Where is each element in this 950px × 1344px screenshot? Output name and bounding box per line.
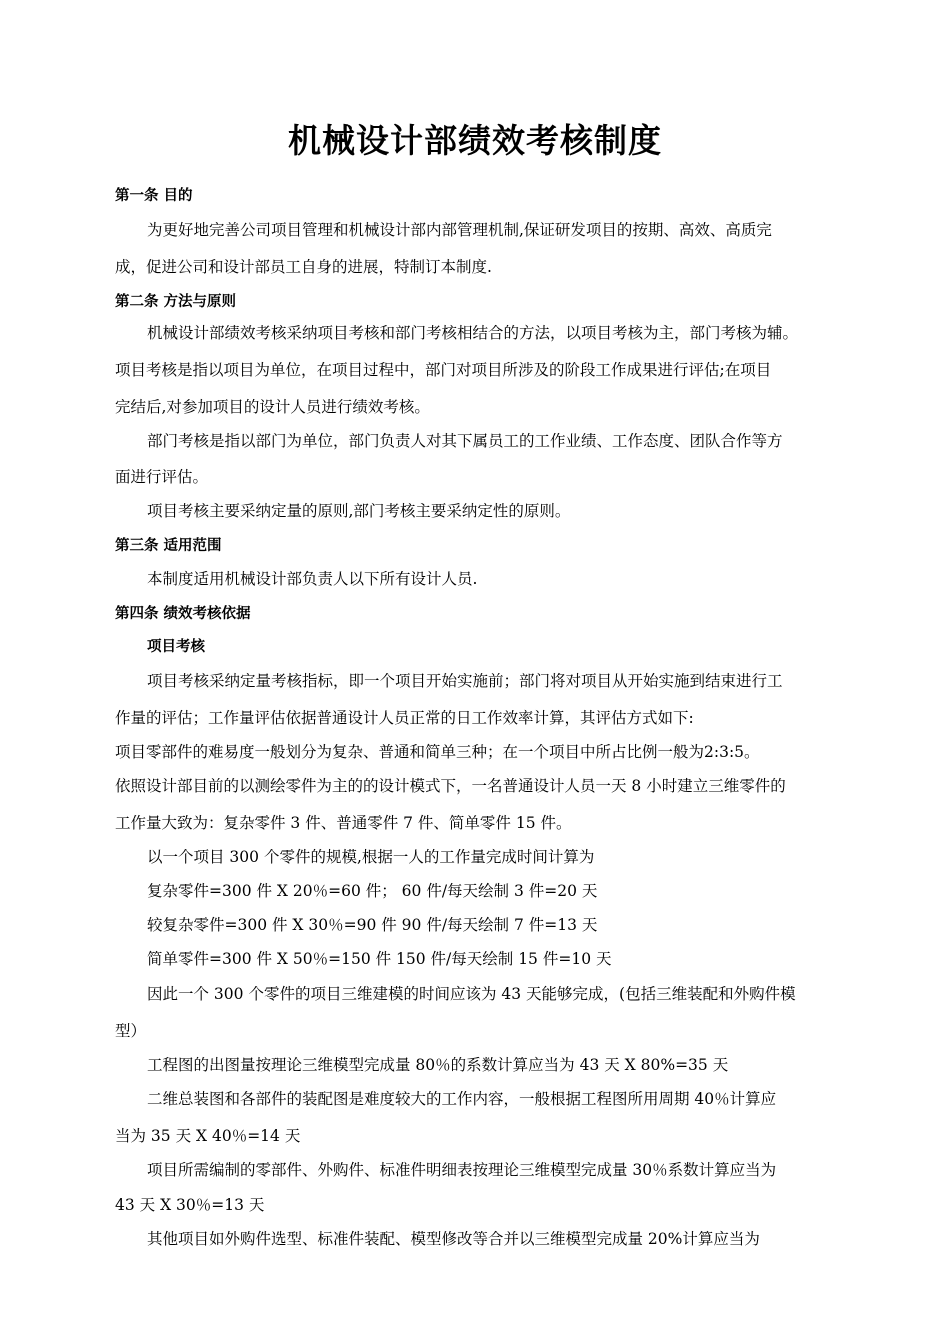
paragraph-line: 型）	[115, 1022, 147, 1040]
document-title: 机械设计部绩效考核制度	[288, 121, 662, 160]
paragraph-line: 因此一个 300 个零件的项目三维建模的时间应该为 43 天能够完成，(包括三维装配和外购件模	[147, 985, 796, 1003]
section-heading-2: 第二条 方法与原则	[115, 294, 237, 310]
paragraph-line: 机械设计部绩效考核采纳项目考核和部门考核相结合的方法，以项目考核为主，部门考核为辅。	[147, 324, 799, 342]
calculation-line: 较复杂零件=300 件 X 30％=90 件 90 件/每天绘制 7 件=13 天	[147, 916, 598, 934]
section-heading-4: 第四条 绩效考核依据	[115, 606, 251, 622]
paragraph-line: 当为 35 天 X 40％=14 天	[115, 1127, 301, 1145]
paragraph-line: 项目考核采纳定量考核指标，即一个项目开始实施前；部门将对项目从开始实施到结束进行工	[147, 672, 783, 690]
paragraph-line: 项目零部件的难易度一般划分为复杂、普通和简单三种；在一个项目中所占比例一般为2:3:5。	[115, 743, 760, 761]
section-heading-1: 第一条 目的	[115, 188, 193, 204]
paragraph-line: 二维总装图和各部件的装配图是难度较大的工作内容，一般根据工程图所用周期 40％计算应	[147, 1090, 777, 1108]
paragraph-line: 以一个项目 300 个零件的规模,根据一人的工作量完成时间计算为	[147, 848, 595, 866]
paragraph-line: 项目所需编制的零部件、外购件、标准件明细表按理论三维模型完成量 30％系数计算应当为	[147, 1161, 777, 1179]
paragraph-line: 完结后,对参加项目的设计人员进行绩效考核。	[115, 398, 430, 416]
paragraph-line: 面进行评估。	[115, 468, 209, 486]
paragraph-line: 部门考核是指以部门为单位，部门负责人对其下属员工的工作业绩、工作态度、团队合作等方	[147, 432, 783, 450]
paragraph-line: 依照设计部目前的以测绘零件为主的的设计模式下，一名普通设计人员一天 8 小时建立三维零件的	[115, 777, 786, 795]
paragraph-line: 成，促进公司和设计部员工自身的进展，特制订本制度.	[115, 258, 492, 276]
paragraph-line: 项目考核是指以项目为单位，在项目过程中，部门对项目所涉及的阶段工作成果进行评估;在项目	[115, 361, 772, 379]
paragraph-line: 工作量大致为：复杂零件 3 件、普通零件 7 件、简单零件 15 件。	[115, 814, 572, 832]
paragraph-line: 本制度适用机械设计部负责人以下所有设计人员.	[147, 570, 478, 588]
subsection-heading: 项目考核	[147, 639, 205, 655]
calculation-line: 简单零件=300 件 X 50％=150 件 150 件/每天绘制 15 件=10 天	[147, 950, 612, 968]
paragraph-line: 为更好地完善公司项目管理和机械设计部内部管理机制,保证研发项目的按期、高效、高质完	[147, 221, 772, 239]
paragraph-line: 工程图的出图量按理论三维模型完成量 80％的系数计算应当为 43 天 X 80%=35 天	[147, 1056, 729, 1074]
paragraph-line: 其他项目如外购件选型、标准件装配、模型修改等合并以三维模型完成量 20%计算应当为	[147, 1230, 760, 1248]
paragraph-line: 43 天 X 30％=13 天	[115, 1196, 265, 1214]
paragraph-line: 作量的评估；工作量评估依据普通设计人员正常的日工作效率计算，其评估方式如下:	[115, 709, 694, 727]
calculation-line: 复杂零件=300 件 X 20％=60 件； 60 件/每天绘制 3 件=20 天	[147, 882, 598, 900]
section-heading-3: 第三条 适用范围	[115, 538, 222, 554]
paragraph-line: 项目考核主要采纳定量的原则,部门考核主要采纳定性的原则。	[147, 502, 571, 520]
